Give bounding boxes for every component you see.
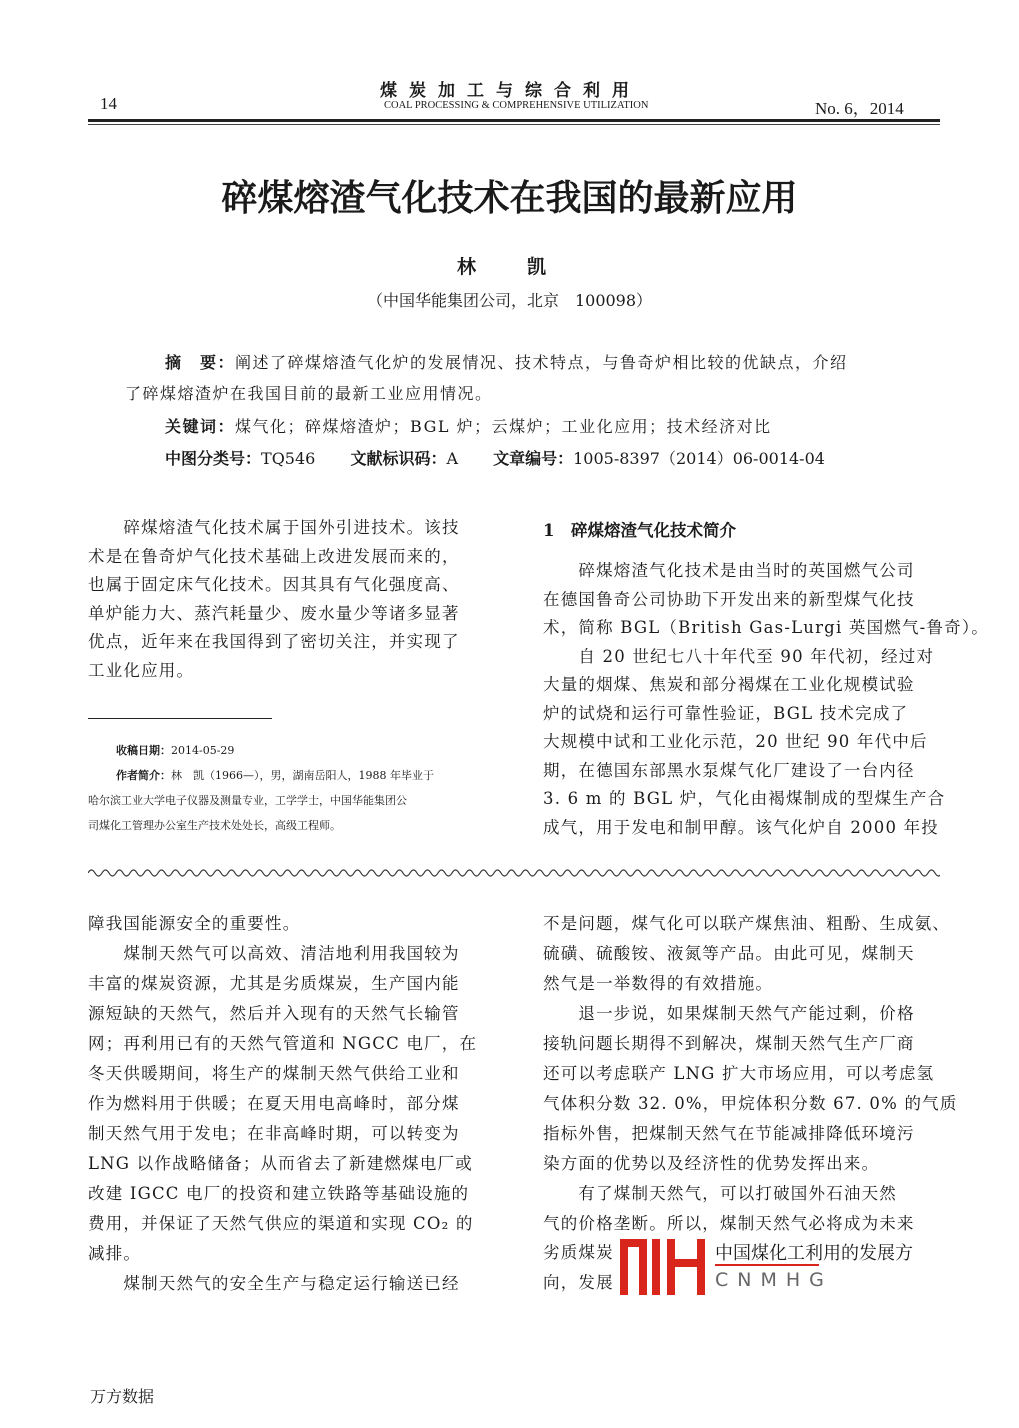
text-line: 作为燃料用于供暖；在夏天用电高峰时，部分煤 — [88, 1094, 460, 1113]
bio-label: 作者简介： — [116, 769, 171, 782]
text-line: 源短缺的天然气，然后并入现有的天然气长输管 — [88, 1004, 460, 1023]
author: 林 凯 — [456, 256, 562, 278]
text-line: 碎煤熔渣气化技术属于国外引进技术。该技 — [88, 518, 460, 537]
journal-title-en: COAL PROCESSING & COMPREHENSIVE UTILIZATION — [384, 100, 649, 111]
text-line: 障我国能源安全的重要性。 — [88, 914, 301, 933]
logo-text: 中国煤化工 — [715, 1243, 805, 1264]
clc-label: 中图分类号： — [165, 449, 262, 468]
watermark-logo — [617, 1237, 1019, 1307]
text-line: LNG 以作战略储备；从而省去了新建燃煤电厂或 — [88, 1154, 473, 1173]
text-line: 优点，近年来在我国得到了密切关注，并实现了 — [88, 632, 460, 651]
logo-rule — [715, 1264, 819, 1266]
partial-line: 劣质煤炭 — [543, 1243, 614, 1262]
text-line: 接轨问题长期得不到解决，煤制天然气生产厂商 — [543, 1034, 915, 1053]
text-line: 费用，并保证了天然气供应的渠道和实现 CO₂ 的 — [88, 1214, 474, 1233]
text-line: 期，在德国东部黑水泵煤气化厂建设了一台内径 — [543, 760, 915, 780]
doc-value: A — [446, 449, 459, 468]
text-line: 煤制天然气可以高效、清洁地利用我国较为 — [88, 944, 460, 963]
text-line: 在德国鲁奇公司协助下开发出来的新型煤气化技 — [543, 589, 915, 609]
text-line: 退一步说，如果煤制天然气产能过剩，价格 — [543, 1004, 915, 1023]
text-line: 大量的烟煤、焦炭和部分褐煤在工业化规模试验 — [543, 675, 915, 694]
received-date: 2014-05-29 — [171, 744, 235, 757]
text-line: 减排。 — [88, 1244, 142, 1263]
text-line: 单炉能力大、蒸汽耗量少、废水量少等诸多显著 — [88, 603, 460, 623]
text-line: 还可以考虑联产 LNG 扩大市场应用，可以考虑氢 — [543, 1064, 935, 1083]
text-line: 染方面的优势以及经济性的优势发挥出来。 — [543, 1154, 880, 1173]
doc-label: 文献标识码： — [350, 449, 447, 468]
text-line: 炉的试烧和运行可靠性验证，BGL 技术完成了 — [543, 703, 909, 723]
affiliation: （中国华能集团公司，北京 100098） — [366, 291, 653, 310]
text-line: 术是在鲁奇炉气化技术基础上改进发展而来的， — [88, 546, 460, 566]
article-title: 碎煤熔渣气化技术在我国的最新应用 — [221, 178, 798, 219]
bottom-left-column — [88, 909, 477, 1299]
classification — [165, 446, 825, 469]
clc-value: TQ546 — [261, 449, 316, 468]
text-line: 然气是一举数得的有效措施。 — [543, 974, 774, 993]
text-line: 自 20 世纪七八十年代至 90 年代初，经过对 — [543, 646, 935, 666]
keywords — [165, 414, 772, 437]
text-line: 改建 IGCC 电厂的投资和建立铁路等基础设施的 — [88, 1184, 470, 1203]
text-line: 指标外售，把煤制天然气在节能减排降低环境污 — [543, 1124, 915, 1143]
partial-line: 向，发展 — [543, 1273, 614, 1292]
journal-title-cn: 煤炭加工与综合利用 — [380, 81, 641, 101]
text-line: 丰富的煤炭资源，尤其是劣质煤炭，生产国内能 — [88, 974, 460, 993]
abstract-label: 摘 要： — [165, 353, 236, 372]
page-number: 14 — [100, 94, 117, 113]
section-heading: 1 碎煤熔渣气化技术简介 — [543, 521, 736, 540]
abstract-text: 阐述了碎煤熔渣气化炉的发展情况、技术特点，与鲁奇炉相比较的优缺点，介绍 — [235, 353, 848, 372]
text-line: 冬天供暖期间，将生产的煤制天然气供给工业和 — [88, 1064, 460, 1083]
text-line: 气的价格垄断。所以，煤制天然气必将成为未来 — [543, 1214, 915, 1233]
footnote-rule — [88, 718, 272, 719]
text-line: 工业化应用。 — [88, 660, 195, 680]
bottom-right-column — [543, 909, 958, 1239]
text-line: 硫磺、硫酸铵、液氮等产品。由此可见，煤制天 — [543, 944, 915, 963]
text-line: 煤制天然气的安全生产与稳定运行输送已经 — [88, 1274, 460, 1293]
text-line: 网；再利用已有的天然气管道和 NGCC 电厂，在 — [88, 1034, 478, 1053]
text-line: 大规模中试和工业化示范，20 世纪 90 年代中后 — [543, 732, 928, 751]
source-footer: 万方数据 — [90, 1387, 155, 1406]
abstract-line-2: 了碎煤熔渣炉在我国目前的最新工业应用情况。 — [125, 384, 493, 403]
header-rule — [88, 119, 940, 122]
text-line: 有了煤制天然气，可以打破国外石油天然 — [543, 1184, 897, 1203]
header-rule-thin — [88, 124, 940, 125]
mh-logo-icon — [617, 1237, 707, 1297]
text-line: 成气，用于发电和制甲醇。该气化炉自 2000 年投 — [543, 817, 939, 837]
section-divider-wave — [88, 866, 940, 880]
keywords-label: 关键词： — [165, 417, 236, 436]
logo-en: CNMHG — [715, 1269, 833, 1291]
abstract-line-1 — [165, 350, 848, 373]
text-line: 术，简称 BGL（British Gas-Lurgi 英国燃气-鲁奇）。 — [543, 618, 989, 637]
bio-text: 司煤化工管理办公室生产技术处处长，高级工程师。 — [88, 819, 341, 832]
text-line: 3. 6 m 的 BGL 炉，气化由褐煤制成的型煤生产合 — [543, 789, 946, 808]
text-line: 也属于固定床气化技术。因其具有气化强度高、 — [88, 575, 460, 594]
issue-number: No. 6，2014 — [815, 99, 904, 118]
footnote — [88, 738, 434, 838]
received-label: 收稿日期： — [116, 744, 171, 757]
keywords-text: 煤气化；碎煤熔渣炉；BGL 炉；云煤炉；工业化应用；技术经济对比 — [235, 417, 772, 436]
text-line: 碎煤熔渣气化技术是由当时的英国燃气公司 — [543, 561, 915, 580]
intro-column — [88, 514, 460, 685]
partial-line: 利用的发展方 — [805, 1243, 913, 1264]
bio-text: 林 凯（1966—），男，湖南岳阳人，1988 年毕业于 — [171, 769, 434, 782]
id-label: 文章编号： — [493, 449, 574, 468]
text-line: 不是问题，煤气化可以联产煤焦油、粗酚、生成氨、 — [543, 914, 951, 933]
watermark-text — [715, 1239, 913, 1265]
id-value: 1005-8397（2014）06-0014-04 — [573, 449, 825, 468]
section-1-column — [543, 557, 989, 842]
text-line: 制天然气用于发电；在非高峰时期，可以转变为 — [88, 1124, 460, 1143]
text-line: 气体积分数 32. 0%，甲烷体积分数 67. 0% 的气质 — [543, 1094, 958, 1113]
bio-text: 哈尔滨工业大学电子仪器及测量专业，工学学士，中国华能集团公 — [88, 794, 407, 807]
